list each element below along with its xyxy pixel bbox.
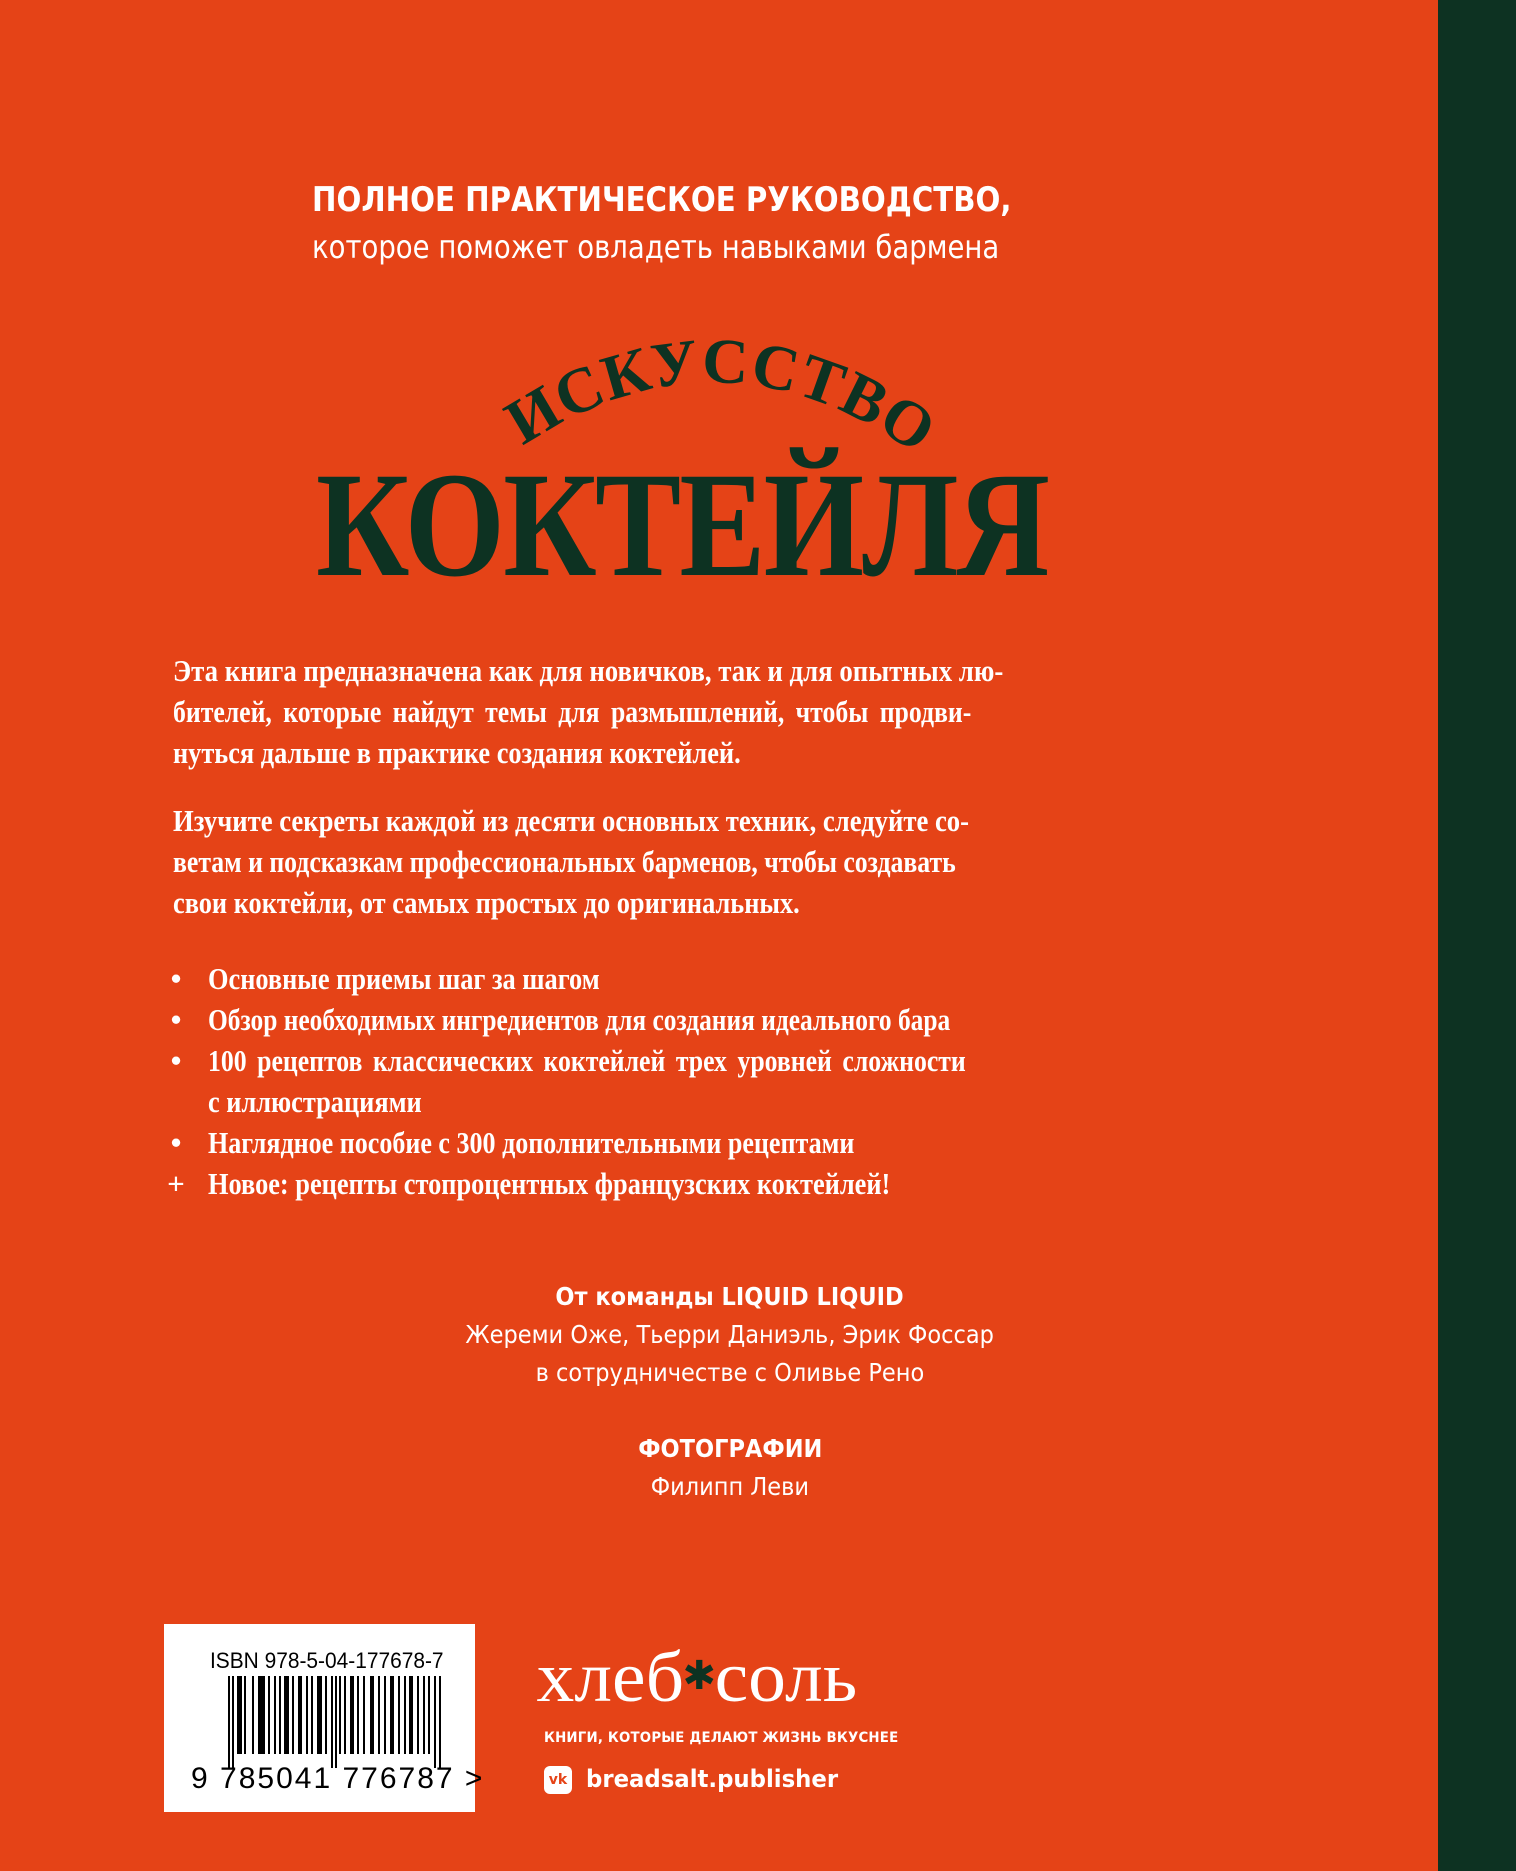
team-label: От команды LIQUID LIQUID	[555, 1282, 905, 1311]
book-title	[316, 442, 1128, 608]
publisher-slogan: КНИГИ, КОТОРЫЕ ДЕЛАЮТ ЖИЗНЬ ВКУСНЕЕ	[544, 1730, 899, 1746]
feature-item-new: + Новое: рецепты стопроцентных французских коктейлей!	[166, 1163, 1286, 1204]
collaboration: в сотрудничестве с Оливье Рено	[535, 1358, 925, 1387]
feature-list	[166, 958, 1286, 1204]
publisher-logo: хлеб✱соль	[536, 1637, 858, 1717]
book-title-text: КОКТЕЙЛЯ	[316, 442, 1049, 608]
description-paragraph-1	[173, 650, 1273, 773]
paragraph-line: бителей, которые найдут темы для размышлений, чтобы продви-	[173, 694, 972, 729]
paragraph-line: нуться дальше в практике создания коктейлей.	[173, 735, 741, 770]
paragraph-line: ветам и подсказкам профессиональных барменов, чтобы создавать	[173, 844, 956, 879]
credits	[300, 1278, 1160, 1506]
tagline-heading: ПОЛНОЕ ПРАКТИЧЕСКОЕ РУКОВОДСТВО,	[312, 180, 1012, 220]
plus-icon: +	[167, 1166, 185, 1201]
feature-item: • Обзор необходимых ингредиентов для создания идеального бара	[166, 999, 1286, 1040]
photographer: Филипп Леви	[650, 1472, 810, 1501]
photos-label: ФОТОГРАФИИ	[637, 1434, 823, 1463]
feature-item: • 100 рецептов классических коктейлей трех уровней сложности	[166, 1040, 1286, 1081]
arc-word-text: ИСКУССТВО	[493, 330, 949, 467]
feature-item: • Наглядное пособие с 300 дополнительными рецептами	[166, 1122, 1286, 1163]
vk-handle: breadsalt.publisher	[586, 1765, 839, 1793]
isbn-barcode	[164, 1624, 485, 1812]
feature-item: • Основные приемы шаг за шагом	[166, 958, 1286, 999]
description-paragraph-2	[173, 800, 1273, 923]
bullet-icon: •	[170, 961, 182, 996]
authors: Жереми Оже, Тьерри Даниэль, Эрик Фоссар	[465, 1320, 995, 1349]
bullet-icon: •	[170, 1125, 182, 1160]
vk-icon: vk	[544, 1766, 572, 1794]
book-spine	[1438, 0, 1516, 1871]
paragraph-line: Эта книга предназначена как для новичков, так и для опытных лю-	[173, 653, 1004, 688]
barcode-digits: 9 785041 776787 >	[191, 1762, 485, 1795]
feature-item-continuation: с иллюстрациями	[208, 1084, 422, 1119]
isbn-label: ISBN 978-5-04-177678-7	[210, 1648, 444, 1673]
paragraph-line: свои коктейли, от самых простых до оригинальных.	[173, 885, 800, 920]
bullet-icon: •	[170, 1043, 182, 1078]
paragraph-line: Изучите секреты каждой из десяти основных техник, следуйте со-	[173, 803, 970, 838]
flower-icon: ✱	[682, 1653, 717, 1698]
bullet-icon: •	[170, 1002, 182, 1037]
barcode-icon	[228, 1676, 444, 1768]
publisher-block	[536, 1637, 920, 1820]
tagline-subheading: которое поможет овладеть навыками бармена	[312, 228, 1000, 266]
